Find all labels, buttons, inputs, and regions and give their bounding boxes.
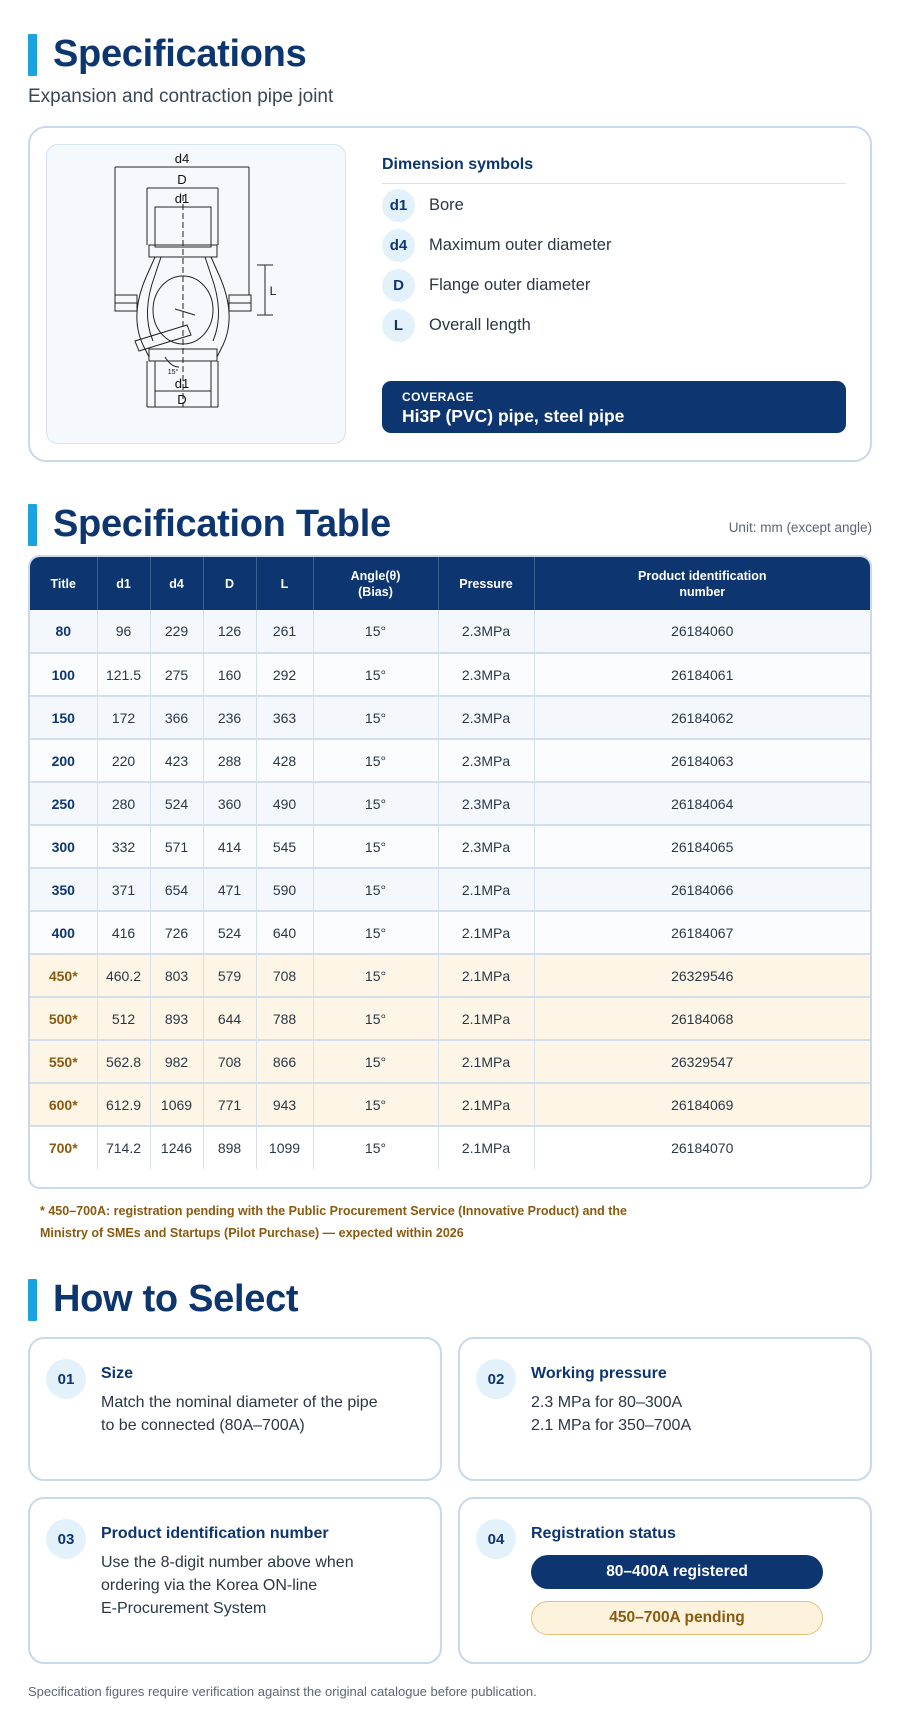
card-title: Product identification number (101, 1525, 329, 1542)
step-number: 03 (46, 1519, 86, 1559)
column-header: Title (30, 557, 97, 610)
table-cell: 2.1MPa (438, 1126, 534, 1169)
table-cell: 121.5 (97, 653, 150, 696)
table-cell: 654 (150, 868, 203, 911)
table-cell: 708 (256, 954, 313, 997)
accent-bar (28, 504, 37, 546)
table-cell: 590 (256, 868, 313, 911)
table-cell: 524 (150, 782, 203, 825)
table-cell: 15° (313, 1126, 438, 1169)
table-cell: 2.3MPa (438, 610, 534, 653)
unit-note: Unit: mm (except angle) (728, 520, 872, 535)
column-header (313, 557, 438, 610)
table-cell: 943 (256, 1083, 313, 1126)
label-d1-top: d1 (174, 191, 190, 206)
table-cell: 612.9 (97, 1083, 150, 1126)
body-line: ordering via the Korea ON-line (101, 1577, 318, 1594)
label-D-bottom: D (177, 392, 187, 407)
body-line: 2.3 MPa for 80–300A (531, 1394, 683, 1411)
table-cell: 726 (150, 911, 203, 954)
table-row (30, 954, 870, 997)
label-angle: 15° (167, 369, 179, 376)
dimension-item (382, 229, 611, 262)
page-title: Specifications (53, 33, 307, 75)
table-cell: 640 (256, 911, 313, 954)
column-header: D (203, 557, 256, 610)
spec-table-header (28, 503, 391, 546)
row-title-cell: 200 (30, 739, 97, 782)
header-line: Angle(θ) (350, 568, 401, 583)
table-cell: 2.1MPa (438, 997, 534, 1040)
table-cell: 15° (313, 1040, 438, 1083)
table-cell: 893 (150, 997, 203, 1040)
table-cell: 490 (256, 782, 313, 825)
table-cell: 866 (256, 1040, 313, 1083)
coverage-value: Hi3P (PVC) pipe, steel pipe (402, 406, 625, 426)
symbol-badge: L (382, 309, 415, 342)
table-row (30, 696, 870, 739)
label-D-top: D (177, 172, 187, 187)
coverage-label: COVERAGE (402, 390, 474, 404)
table-cell: 15° (313, 696, 438, 739)
technical-drawing (77, 145, 317, 444)
table-cell: 644 (203, 997, 256, 1040)
table-cell: 332 (97, 825, 150, 868)
footnote-line: * 450–700A: registration pending with the Public Procurement Service (Innovative Product) and the (40, 1204, 627, 1218)
body-line: Match the nominal diameter of the pipe (101, 1394, 378, 1411)
row-title-cell: 250 (30, 782, 97, 825)
body-line: 2.1 MPa for 350–700A (531, 1417, 692, 1434)
table-cell: 2.1MPa (438, 911, 534, 954)
table-cell: 26184066 (534, 868, 870, 911)
table-row (30, 997, 870, 1040)
table-cell: 172 (97, 696, 150, 739)
table-cell: 26329546 (534, 954, 870, 997)
table-cell: 26329547 (534, 1040, 870, 1083)
spec-table-card (28, 555, 872, 1189)
disclaimer: Specification figures require verification against the original catalogue before publication. (28, 1684, 537, 1699)
dimension-item (382, 189, 464, 222)
row-title-cell: 600* (30, 1083, 97, 1126)
table-cell: 26184064 (534, 782, 870, 825)
card-body (101, 1551, 421, 1620)
table-cell: 2.1MPa (438, 1040, 534, 1083)
table-cell: 26184065 (534, 825, 870, 868)
table-cell: 275 (150, 653, 203, 696)
table-row (30, 653, 870, 696)
symbol-label: Maximum outer diameter (429, 236, 612, 254)
symbol-label: Bore (429, 196, 464, 214)
pending-pill: 450–700A pending (531, 1601, 823, 1635)
table-cell: 512 (97, 997, 150, 1040)
select-card-status (458, 1497, 872, 1664)
table-row (30, 739, 870, 782)
table-cell: 571 (150, 825, 203, 868)
table-cell: 545 (256, 825, 313, 868)
label-d4-top: d4 (174, 151, 190, 166)
step-number: 02 (476, 1359, 516, 1399)
table-cell: 524 (203, 911, 256, 954)
step-number: 01 (46, 1359, 86, 1399)
body-line: to be connected (80A–700A) (101, 1417, 305, 1434)
table-row (30, 1083, 870, 1126)
table-cell: 2.3MPa (438, 653, 534, 696)
card-title: Working pressure (531, 1365, 667, 1382)
table-cell: 1099 (256, 1126, 313, 1169)
table-cell: 562.8 (97, 1040, 150, 1083)
table-cell: 898 (203, 1126, 256, 1169)
column-header: L (256, 557, 313, 610)
dimension-symbols-title: Dimension symbols (382, 156, 534, 173)
table-cell: 15° (313, 739, 438, 782)
table-cell: 366 (150, 696, 203, 739)
pipe-joint-diagram (46, 144, 346, 444)
table-cell: 1246 (150, 1126, 203, 1169)
table-cell: 15° (313, 868, 438, 911)
table-footnote (40, 1200, 730, 1244)
table-cell: 26184068 (534, 997, 870, 1040)
table-cell: 126 (203, 610, 256, 653)
table-cell: 236 (203, 696, 256, 739)
body-line: E-Procurement System (101, 1600, 267, 1617)
table-cell: 423 (150, 739, 203, 782)
table-cell: 714.2 (97, 1126, 150, 1169)
select-card-pressure (458, 1337, 872, 1481)
row-title-cell: 100 (30, 653, 97, 696)
table-cell: 363 (256, 696, 313, 739)
table-cell: 26184060 (534, 610, 870, 653)
table-cell: 414 (203, 825, 256, 868)
row-title-cell: 700* (30, 1126, 97, 1169)
dimension-card (28, 126, 872, 462)
table-row (30, 868, 870, 911)
table-row (30, 610, 870, 653)
table-header-row (30, 557, 870, 610)
label-d1-bottom: d1 (174, 376, 190, 391)
table-cell: 1069 (150, 1083, 203, 1126)
table-cell: 220 (97, 739, 150, 782)
table-cell: 2.1MPa (438, 868, 534, 911)
table-row (30, 911, 870, 954)
table-cell: 15° (313, 954, 438, 997)
footnote-line: Ministry of SMEs and Startups (Pilot Purchase) — expected within 2026 (40, 1226, 464, 1240)
select-card-pid (28, 1497, 442, 1664)
how-to-select-header (28, 1278, 298, 1321)
registered-pill: 80–400A registered (531, 1555, 823, 1589)
row-title-cell: 500* (30, 997, 97, 1040)
dimension-item (382, 309, 531, 342)
accent-bar (28, 34, 37, 76)
table-cell: 460.2 (97, 954, 150, 997)
select-card-size (28, 1337, 442, 1481)
column-header: d4 (150, 557, 203, 610)
header-line: number (679, 584, 726, 599)
symbol-label: Overall length (429, 316, 531, 334)
body-line: Use the 8-digit number above when (101, 1554, 354, 1571)
header-line: Product identification (638, 568, 767, 583)
header-line: (Bias) (358, 584, 393, 599)
page-subtitle: Expansion and contraction pipe joint (28, 86, 334, 107)
table-cell: 15° (313, 653, 438, 696)
table-cell: 2.3MPa (438, 696, 534, 739)
symbol-badge: D (382, 269, 415, 302)
row-title-cell: 450* (30, 954, 97, 997)
row-title-cell: 350 (30, 868, 97, 911)
table-row (30, 782, 870, 825)
spec-table (30, 557, 870, 1169)
table-body (30, 610, 870, 1169)
divider (382, 183, 846, 184)
row-title-cell: 150 (30, 696, 97, 739)
column-header: d1 (97, 557, 150, 610)
card-title: Size (101, 1365, 134, 1382)
table-cell: 2.1MPa (438, 1083, 534, 1126)
card-title: Registration status (531, 1525, 676, 1542)
table-row (30, 825, 870, 868)
table-cell: 15° (313, 997, 438, 1040)
coverage-banner (382, 381, 846, 433)
table-cell: 579 (203, 954, 256, 997)
table-cell: 15° (313, 1083, 438, 1126)
table-row (30, 1040, 870, 1083)
table-cell: 2.3MPa (438, 739, 534, 782)
column-header: Pressure (438, 557, 534, 610)
card-body (531, 1391, 851, 1437)
table-cell: 360 (203, 782, 256, 825)
table-cell: 26184067 (534, 911, 870, 954)
table-cell: 788 (256, 997, 313, 1040)
table-cell: 708 (203, 1040, 256, 1083)
section-title: Specification Table (53, 503, 391, 545)
table-cell: 280 (97, 782, 150, 825)
table-cell: 428 (256, 739, 313, 782)
table-cell: 261 (256, 610, 313, 653)
table-cell: 26184070 (534, 1126, 870, 1169)
table-cell: 15° (313, 610, 438, 653)
row-title-cell: 300 (30, 825, 97, 868)
table-cell: 26184063 (534, 739, 870, 782)
table-cell: 371 (97, 868, 150, 911)
page-header (28, 33, 306, 76)
dimension-item (382, 269, 590, 302)
table-cell: 982 (150, 1040, 203, 1083)
table-cell: 2.3MPa (438, 782, 534, 825)
card-body (101, 1391, 421, 1437)
row-title-cell: 550* (30, 1040, 97, 1083)
table-cell: 26184062 (534, 696, 870, 739)
row-title-cell: 80 (30, 610, 97, 653)
column-header (534, 557, 870, 610)
table-cell: 15° (313, 911, 438, 954)
table-cell: 471 (203, 868, 256, 911)
table-cell: 15° (313, 825, 438, 868)
table-cell: 803 (150, 954, 203, 997)
table-cell: 96 (97, 610, 150, 653)
symbol-badge: d1 (382, 189, 415, 222)
table-cell: 26184069 (534, 1083, 870, 1126)
accent-bar (28, 1279, 37, 1321)
table-cell: 292 (256, 653, 313, 696)
label-L: L (269, 284, 277, 298)
table-cell: 160 (203, 653, 256, 696)
section-title: How to Select (53, 1278, 299, 1320)
row-title-cell: 400 (30, 911, 97, 954)
table-cell: 26184061 (534, 653, 870, 696)
table-cell: 229 (150, 610, 203, 653)
table-cell: 771 (203, 1083, 256, 1126)
table-cell: 416 (97, 911, 150, 954)
table-cell: 2.1MPa (438, 954, 534, 997)
table-row (30, 1126, 870, 1169)
table-cell: 288 (203, 739, 256, 782)
step-number: 04 (476, 1519, 516, 1559)
table-cell: 2.3MPa (438, 825, 534, 868)
symbol-label: Flange outer diameter (429, 276, 591, 294)
table-cell: 15° (313, 782, 438, 825)
symbol-badge: d4 (382, 229, 415, 262)
